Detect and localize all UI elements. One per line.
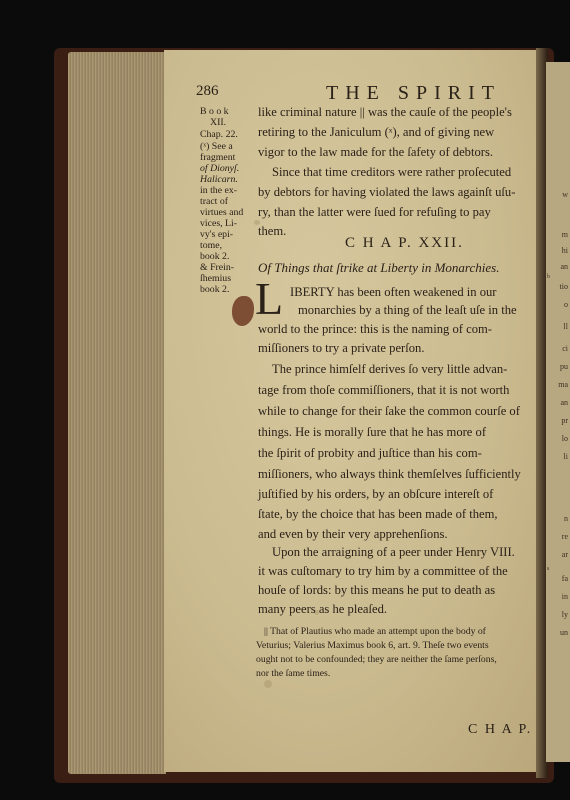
facing-page-fragment: hi [561,246,568,255]
text-line: monarchies by a thing of the leaſt uſe in the [298,303,517,317]
footnote-line: Veturius; Valerius Maximus book 6, art. 9. Theſe two events [256,640,489,651]
facing-page-fragment: pr [561,416,568,425]
facing-page-fragment: an [560,262,568,271]
text-line: while to change for their ſake the common courſe of [258,404,520,418]
text-line: The prince himſelf derives ſo very little advan- [272,362,508,376]
text-line: the ſpirit of probity and juſtice than his com- [258,446,482,460]
facing-page-fragment: ll [563,322,568,331]
facing-page-fragment: m [561,230,568,239]
sidenote-line: virtues and [200,207,244,218]
sidenote-line: book 2. [200,284,230,295]
facing-page-edge [546,62,570,762]
facing-page-fragment: w [562,190,568,199]
sidenote-line: in the ex- [200,185,237,196]
text-line: retiring to the Janiculum (ˣ), and of giving new [258,125,495,139]
sidenote-line: ſhemius [200,273,232,284]
facing-page-fragment: n [564,514,568,523]
text-line: things. He is morally ſure that he has more of [258,425,487,439]
drop-cap: L [255,273,284,324]
facing-page-fragment: an [560,398,568,407]
text-line: and even by their very apprehenſions. [258,527,448,541]
text-line: by debtors for having violated the laws againſt uſu- [258,185,516,199]
foxing-spot [264,680,272,688]
text-line: it was cuſtomary to try him by a committee of the [258,564,508,578]
text-line: ry, than the latter were ſued for refuſing to pay [258,205,491,219]
sidenote-line: vy's epi- [200,229,234,240]
chapter-heading: C H A P. XXII. [345,235,464,251]
text-line: juſtified by his orders, by an obſcure intereſt of [258,487,494,501]
text-line: houſe of lords: by this means he put to death as [258,583,496,597]
page-number: 286 [196,83,219,99]
sidenote-line: XII. [210,117,227,128]
sidenote-line: & Frein- [200,262,235,273]
text-line: like criminal nature || was the cauſe of the people's [258,105,512,119]
chapter-subtitle: Of Things that ſtrike at Liberty in Monarchies. [258,260,500,275]
text-line: vigor to the law made for the ſafety of debtors. [258,145,494,159]
facing-page-fragment: fa [561,574,568,583]
text-line: many peers as he pleaſed. [258,602,388,616]
facing-page-fragment: un [560,628,568,637]
sidenote-line: Chap. 22. [200,129,238,140]
facing-page-fragment: o [564,300,568,309]
text-line: them. [258,224,287,238]
sidenote-line: of Dionyſ. [200,163,240,174]
text-line: miſſioners, who always think themſelves ſufficiently [258,467,521,481]
text-line: tage from thoſe commiſſioners, that it is not worth [258,383,510,397]
sidenote-line: tract of [200,196,229,207]
footnote-line: ought not to be confounded; they are neither the ſame perſons, [256,654,497,665]
sidenote-line: tome, [200,240,223,251]
facing-page-fragment: tio [559,282,568,291]
facing-page-fragment: ma [558,380,568,389]
footnote-line: nor the ſame times. [256,668,331,679]
facing-page-margin-mark: s [547,566,550,572]
text-line: ſtate, by the choice that has been made of them, [258,507,498,521]
facing-page-fragment: re [561,532,568,541]
facing-page-fragment: ly [561,610,568,619]
catchword: C H A P. [468,722,533,737]
facing-page-fragment: lo [561,434,568,443]
sidenote-line: vices, Li- [200,218,237,229]
facing-page-fragment: pu [560,362,568,371]
sidenote-line: book 2. [200,251,230,262]
facing-page-fragment: ci [562,344,568,353]
text-line: miſſioners to try a private perſon. [258,341,425,355]
facing-page-fragment: ar [561,550,568,559]
footnote-line: || That of Plautius who made an attempt upon the body of [264,626,486,637]
sidenote-line: B o o k [200,106,229,117]
facing-page-fragment: li [563,452,568,461]
text-line: world to the prince: this is the naming of com- [258,322,492,336]
facing-page-fragment: in [561,592,568,601]
sidenote-line: (ˣ) See a [200,141,233,152]
running-title: THE SPIRIT [326,82,501,104]
facing-page-margin-mark: b [547,274,550,280]
sidenote-line: Halicarn. [200,174,238,185]
page-edges [68,52,166,774]
sidenote-line: fragment [200,152,236,163]
text-line: IBERTY has been often weakened in our [290,285,497,299]
text-line: Since that time creditors were rather proſecuted [272,165,512,179]
text-line: Upon the arraigning of a peer under Henry VIII. [272,545,515,559]
